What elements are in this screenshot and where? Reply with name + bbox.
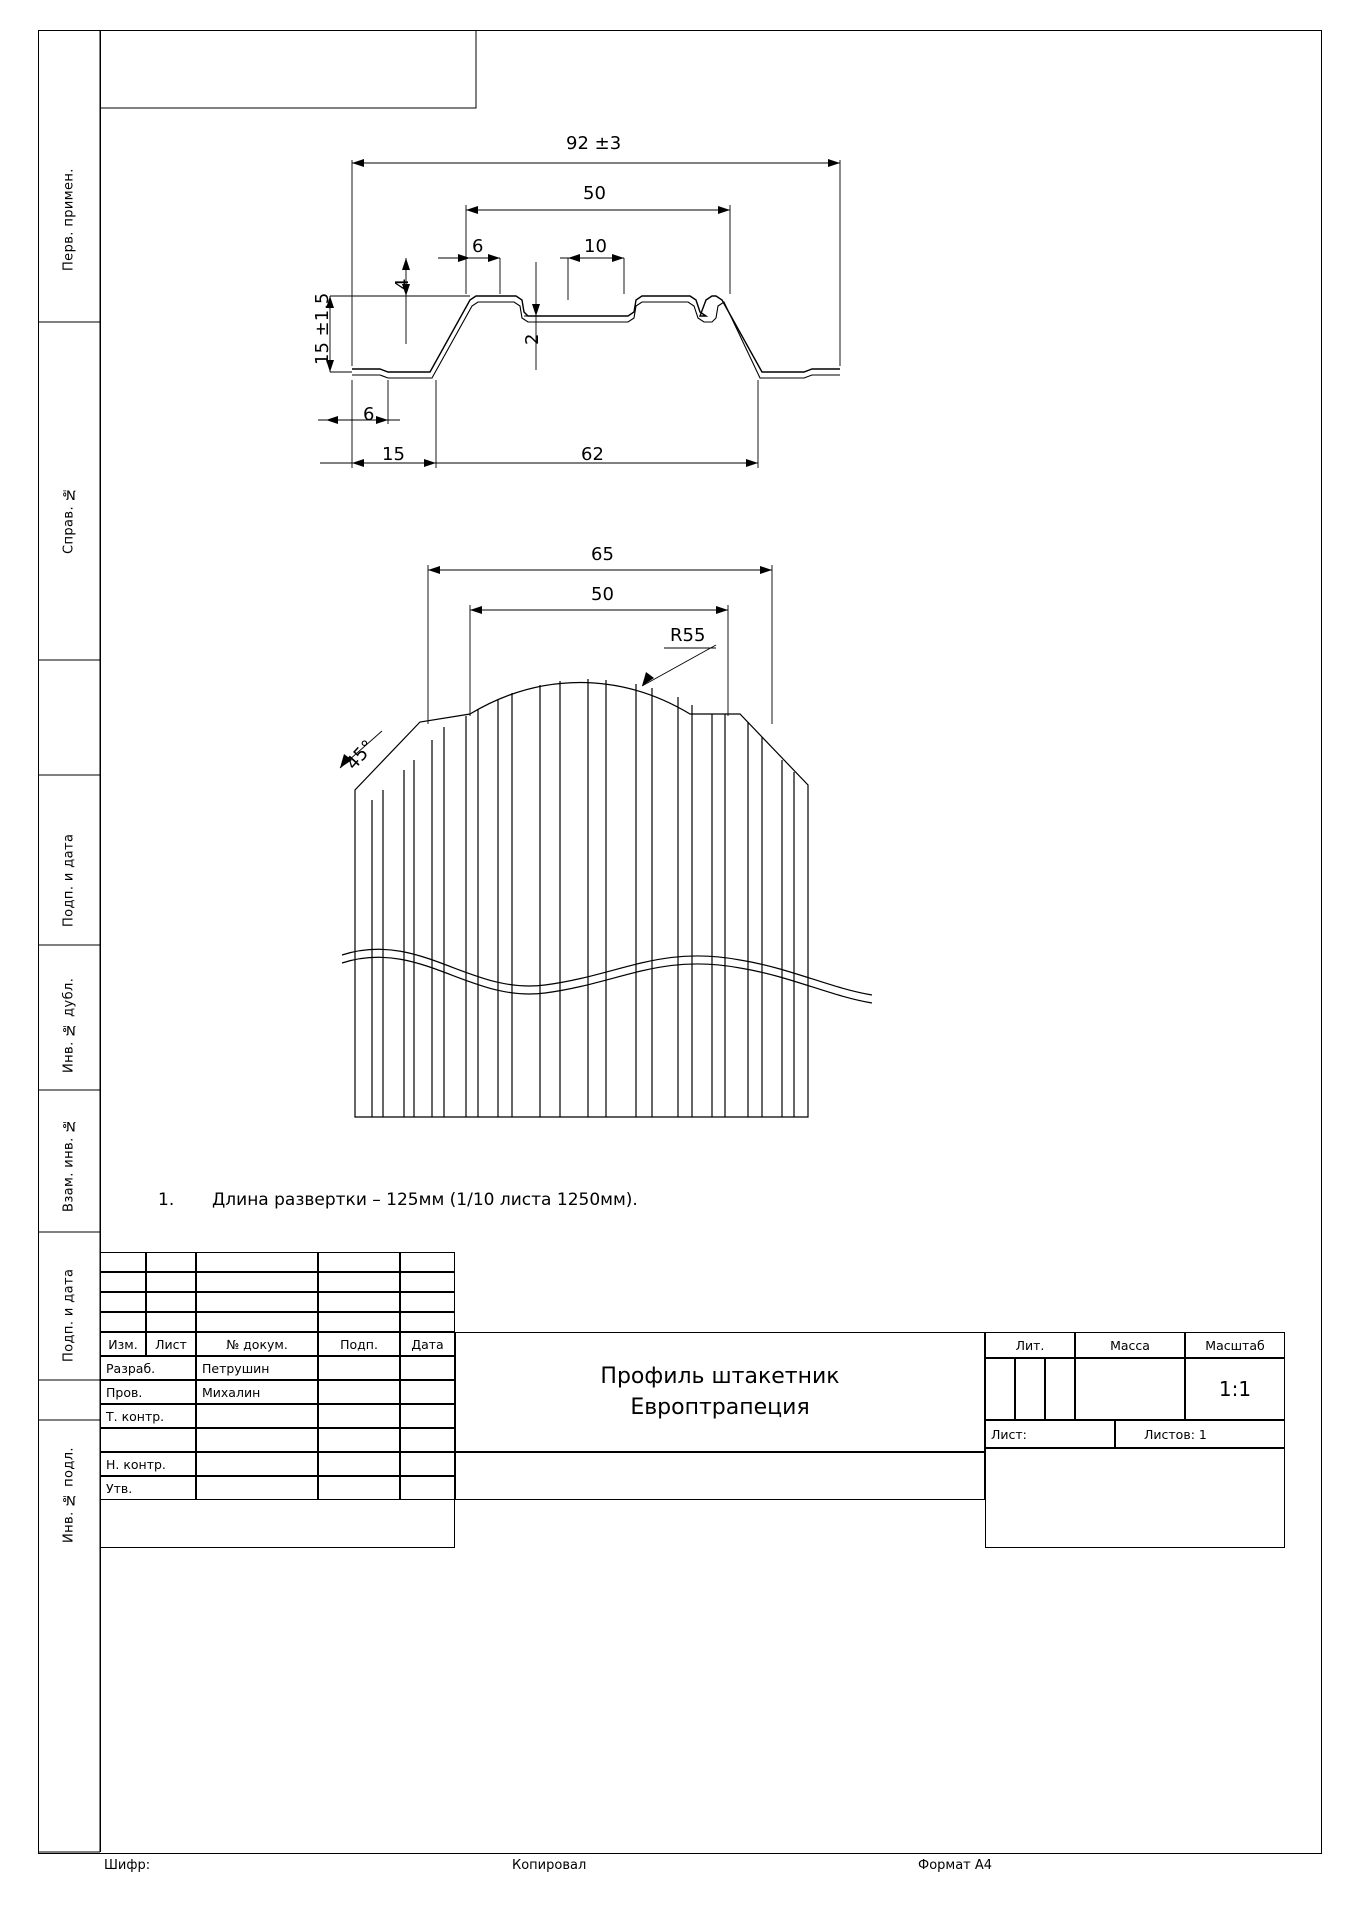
tb-grid-r1c3	[196, 1252, 318, 1272]
dim-6-rib: 6	[472, 236, 484, 257]
tb-col-list: Лист	[146, 1332, 196, 1356]
tb-sheet-label: Лист:	[985, 1420, 1115, 1448]
tb-grid-r3c5	[400, 1292, 455, 1312]
tb-date-utv	[400, 1476, 455, 1500]
tb-role-blank	[100, 1428, 196, 1452]
dim-65: 65	[591, 544, 614, 565]
tb-grid-r3c4	[318, 1292, 400, 1312]
tb-sign-razrab	[318, 1356, 400, 1380]
tb-mass-label: Масса	[1075, 1332, 1185, 1358]
tb-blank-left-bottom	[100, 1500, 455, 1548]
dim-15-flange: 15	[382, 444, 405, 465]
tb-lit-box-3	[1045, 1358, 1075, 1420]
tb-grid-r2c1	[100, 1272, 146, 1292]
tb-sign-prov	[318, 1380, 400, 1404]
cross-section-dimension-lines	[318, 159, 840, 468]
dim-45deg: 45°	[342, 736, 379, 775]
tb-col-data: Дата	[400, 1332, 455, 1356]
tb-sheets-label: Листов: 1	[1115, 1420, 1285, 1448]
tb-grid-r2c2	[146, 1272, 196, 1292]
dim-92: 92 ±3	[566, 133, 622, 154]
tb-title-area	[455, 1332, 985, 1452]
drawing-title-line2: Европтрапеция	[630, 1395, 810, 1420]
tb-col-izm: Изм.	[100, 1332, 146, 1356]
tb-role-nkontr: Н. контр.	[100, 1452, 196, 1476]
tb-role-razrab: Разраб.	[100, 1356, 196, 1380]
dim-62: 62	[581, 444, 604, 465]
tb-grid-r1c5	[400, 1252, 455, 1272]
margin-label-vzam-inv: Взам. инв. №	[61, 1117, 77, 1213]
tb-grid-r3c3	[196, 1292, 318, 1312]
tb-sign-nkontr	[318, 1452, 400, 1476]
margin-label-sprav: Справ. №	[61, 486, 77, 554]
tb-role-prov: Пров.	[100, 1380, 196, 1404]
tb-date-razrab	[400, 1356, 455, 1380]
tb-title-area-lower	[455, 1452, 985, 1500]
tb-name-nkontr	[196, 1452, 318, 1476]
tb-name-razrab: Петрушин	[196, 1356, 318, 1380]
tb-lit-label: Лит.	[985, 1332, 1075, 1358]
cross-section-profile-inner-line	[352, 302, 840, 378]
tb-grid-r4c5	[400, 1312, 455, 1332]
margin-label-perv-primen: Перв. примен.	[61, 168, 77, 272]
drawing-title-line1: Профиль штакетник	[600, 1364, 840, 1389]
tb-sign-tkontr	[318, 1404, 400, 1428]
tb-grid-r4c4	[318, 1312, 400, 1332]
margin-label-inv-dubl: Инв. № дубл.	[61, 977, 77, 1073]
tb-grid-r2c3	[196, 1272, 318, 1292]
copied-label: Копировал	[512, 1858, 587, 1873]
tb-name-utv	[196, 1476, 318, 1500]
tb-grid-r4c3	[196, 1312, 318, 1332]
tb-lit-box-2	[1015, 1358, 1045, 1420]
tb-date-tkontr	[400, 1404, 455, 1428]
tb-grid-r1c2	[146, 1252, 196, 1272]
tb-grid-r4c2	[146, 1312, 196, 1332]
note-number: 1.	[158, 1190, 175, 1210]
dim-50-top: 50	[583, 183, 606, 204]
tb-sign-blank	[318, 1428, 400, 1452]
margin-label-inv-podl: Инв. № подл.	[61, 1447, 77, 1543]
cross-section-profile-geometry	[352, 296, 840, 372]
tb-role-utv: Утв.	[100, 1476, 196, 1500]
tb-col-podp: Подп.	[318, 1332, 400, 1356]
dim-6-hem: 6	[363, 404, 375, 425]
dim-10: 10	[584, 236, 607, 257]
tb-grid-r3c2	[146, 1292, 196, 1312]
tb-scale-label: Масштаб	[1185, 1332, 1285, 1358]
cipher-label: Шифр:	[104, 1858, 151, 1873]
tb-date-prov	[400, 1380, 455, 1404]
dim-4: 4	[392, 278, 413, 290]
tb-lit-box-1	[985, 1358, 1015, 1420]
tb-grid-r4c1	[100, 1312, 146, 1332]
tb-scale-value: 1:1	[1185, 1358, 1285, 1420]
dim-r55: R55	[670, 625, 706, 646]
note-text: Длина развертки – 125мм (1/10 листа 1250мм).	[212, 1190, 638, 1210]
tb-sign-utv	[318, 1476, 400, 1500]
tb-name-blank	[196, 1428, 318, 1452]
format-label: Формат А4	[918, 1858, 993, 1873]
tb-grid-r1c1	[100, 1252, 146, 1272]
dim-15-height: 15 ±1,5	[312, 292, 333, 365]
front-view-picket-geometry	[342, 679, 872, 1117]
tb-grid-r1c4	[318, 1252, 400, 1272]
dim-50-front: 50	[591, 584, 614, 605]
tb-mass-value	[1075, 1358, 1185, 1420]
tb-col-nomer-dokum: № докум.	[196, 1332, 318, 1356]
tb-grid-r2c4	[318, 1272, 400, 1292]
tb-grid-r2c5	[400, 1272, 455, 1292]
dim-2: 2	[522, 333, 543, 345]
margin-label-podp-i-data-1: Подп. и дата	[61, 833, 77, 927]
tb-name-prov: Михалин	[196, 1380, 318, 1404]
tb-role-tkontr: Т. контр.	[100, 1404, 196, 1428]
tb-date-nkontr	[400, 1452, 455, 1476]
tb-grid-r3c1	[100, 1292, 146, 1312]
margin-label-podp-i-data-2: Подп. и дата	[61, 1268, 77, 1362]
tb-date-blank	[400, 1428, 455, 1452]
tb-name-tkontr	[196, 1404, 318, 1428]
tb-right-blank	[985, 1448, 1285, 1548]
